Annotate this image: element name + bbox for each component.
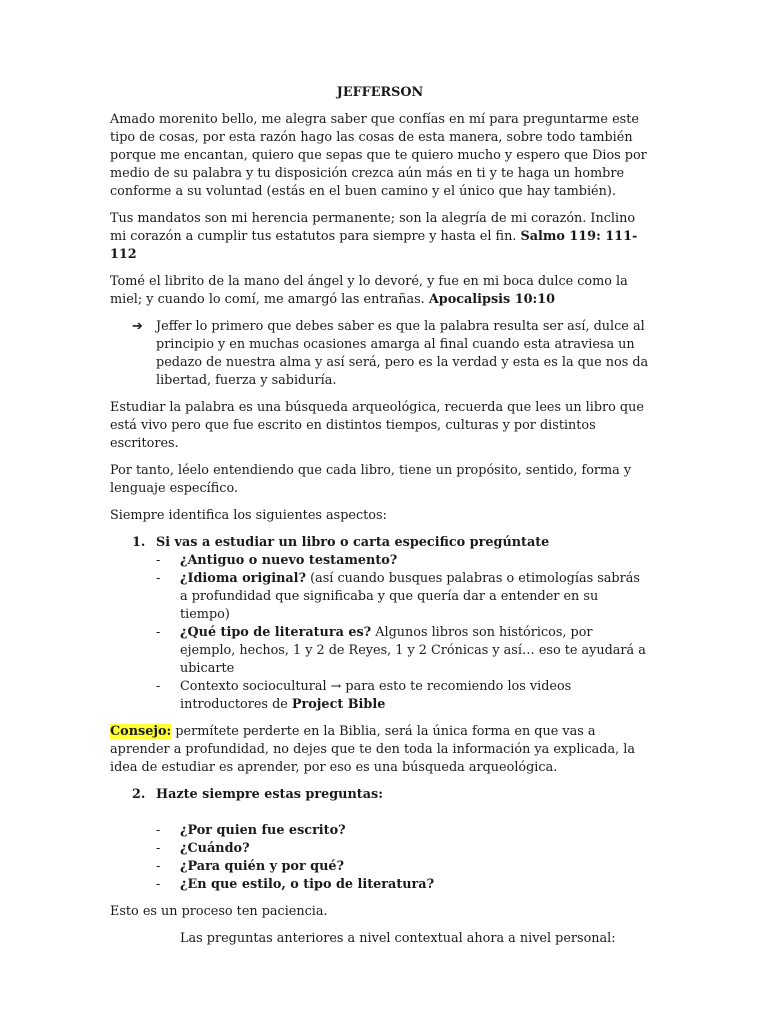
list-number: 2. <box>132 787 146 802</box>
dash-bullet: - <box>156 859 161 874</box>
list-item <box>110 858 650 876</box>
dash-bullet: - <box>156 823 161 838</box>
numbered-item-heading: Si vas a estudiar un libro o carta especifico pregúntate <box>156 535 550 550</box>
paragraph-advice <box>110 723 650 777</box>
paragraph-identify: Siempre identifica los siguientes aspectos: <box>110 508 387 523</box>
question-text: ¿Para quién y por qué? <box>180 859 345 874</box>
arrow-right-icon: ➔ <box>132 319 143 334</box>
list-number: 1. <box>132 535 146 550</box>
paragraph-psalm <box>110 210 650 264</box>
numbered-item-2 <box>110 786 650 804</box>
arrow-bullet-text: Jeffer lo primero que debes saber es que la palabra resulta ser así, dulce al principio y en muchas ocasiones amarga al final cuando esta atraviesa un pedazo de nuestra alma y así será, pero es la verdad y esta es la que nos da libertad, fuerza y sabiduría. <box>156 319 649 388</box>
psalm-reference: Salmo 119: 111-112 <box>110 229 638 262</box>
list-item <box>110 822 650 840</box>
revelation-reference: Apocalipsis 10:10 <box>428 292 556 307</box>
numbered-item-1 <box>110 534 650 552</box>
paragraph-revelation <box>110 273 650 309</box>
paragraph-purpose: Por tanto, léelo entendiendo que cada libro, tiene un propósito, sentido, forma y lenguaje específico. <box>110 463 632 496</box>
list-item <box>110 876 650 894</box>
advice-label: Consejo: <box>110 724 172 739</box>
question-text: ¿En que estilo, o tipo de literatura? <box>180 877 435 892</box>
dash-bullet: - <box>156 877 161 892</box>
blank-line <box>110 804 650 822</box>
paragraph-patience: Esto es un proceso ten paciencia. <box>110 904 328 919</box>
dash-bullet: - <box>156 841 161 856</box>
item-bold-text: ¿Antiguo o nuevo testamento? <box>180 553 398 568</box>
dash-list-2 <box>110 822 650 894</box>
list-item <box>110 552 650 570</box>
document-page <box>110 84 650 957</box>
advice-text: permítete perderte en la Biblia, será la única forma en que vas a aprender a profundidad, no dejes que te den toda la información ya explicada, la idea de estudiar es aprender, por eso es una búsqueda arqueológica. <box>110 724 635 775</box>
paragraph-greeting: Amado morenito bello, me alegra saber que confías en mí para preguntarme este tipo de cosas, por esta razón hago las cosas de esta manera, sobre todo también porque me encantan, quiero que sepas que te quiero mucho y espero que Dios por medio de su palabra y tu disposición crezca aún más en ti y te haga un hombre conforme a su voluntad (estás en el buen camino y el único que hay también). <box>110 112 647 199</box>
arrow-bullet-item <box>110 318 650 390</box>
revelation-quote: Tomé el librito de la mano del ángel y lo devoré, y fue en mi boca dulce como la miel; y cuando lo comí, me amargó las entrañas. <box>110 274 628 307</box>
dash-bullet: - <box>156 679 161 694</box>
document-title: JEFFERSON <box>336 85 424 100</box>
question-text: ¿Por quien fue escrito? <box>180 823 346 838</box>
item-bold-text: ¿Idioma original? <box>180 571 307 586</box>
psalm-quote: Tus mandatos son mi herencia permanente; son la alegría de mi corazón. Inclino mi corazón a cumplir tus estatutos para siempre y hasta el fin. <box>110 211 636 244</box>
list-item <box>110 678 650 714</box>
dash-bullet: - <box>156 553 161 568</box>
dash-list-1 <box>110 552 650 714</box>
numbered-item-heading: Hazte siempre estas preguntas: <box>156 787 383 802</box>
item-bold-text: ¿Qué tipo de literatura es? <box>180 625 372 640</box>
item-text: (así cuando busques palabras o etimologías sabrás a profundidad que significaba y que quería dar a entender en su tiempo) <box>180 571 640 622</box>
list-item <box>110 570 650 624</box>
item-text: Contexto sociocultural → para esto te recomiendo los videos introductores de <box>180 679 572 712</box>
item-text: Algunos libros son históricos, por ejemplo, hechos, 1 y 2 de Reyes, 1 y 2 Crónicas y así… eso te ayudará a ubicarte <box>180 625 646 676</box>
question-text: ¿Cuándo? <box>180 841 250 856</box>
paragraph-personal-level: Las preguntas anteriores a nivel contextual ahora a nivel personal: <box>180 931 616 946</box>
dash-bullet: - <box>156 625 161 640</box>
item-bold-text: Project Bible <box>291 697 386 712</box>
list-item <box>110 624 650 678</box>
list-item <box>110 840 650 858</box>
paragraph-archaeological: Estudiar la palabra es una búsqueda arqueológica, recuerda que lees un libro que está vivo pero que fue escrito en distintos tiempos, culturas y por distintos escritores. <box>110 400 644 451</box>
dash-bullet: - <box>156 571 161 586</box>
